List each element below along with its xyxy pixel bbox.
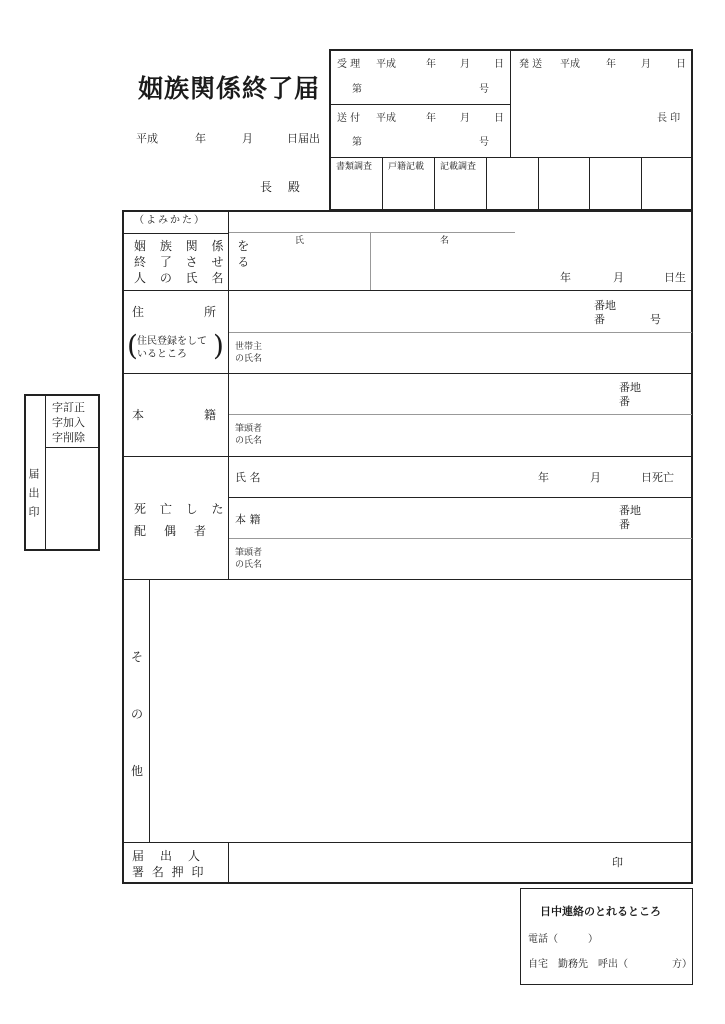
honseki-label: 本 籍 bbox=[132, 408, 223, 422]
contact-title: 日中連絡のとれるところ bbox=[540, 905, 661, 918]
check-entry: 記載調査 bbox=[440, 162, 477, 172]
given-name-label: 名 bbox=[440, 236, 450, 246]
chief-seal-label: 長 印 bbox=[657, 113, 681, 124]
check-document: 書類調査 bbox=[336, 162, 373, 172]
addressee: 長 殿 bbox=[260, 180, 306, 194]
address-label: 住 所 bbox=[132, 305, 223, 319]
furigana-label: （よみかた） bbox=[134, 215, 206, 226]
page-title: 姻族関係終了届 bbox=[138, 74, 321, 103]
contact-phone: 電話（ ） bbox=[528, 934, 598, 945]
seal-mark: 印 bbox=[612, 856, 623, 869]
seal-label-vertical: 届出印 bbox=[27, 468, 40, 525]
contact-line: 自宅 勤務先 呼出（ bbox=[528, 959, 628, 970]
contact-suffix: 方） bbox=[672, 959, 692, 970]
check-register: 戸籍記載 bbox=[388, 162, 425, 172]
office-use-box bbox=[329, 49, 693, 211]
surname-label: 氏 bbox=[295, 236, 305, 246]
